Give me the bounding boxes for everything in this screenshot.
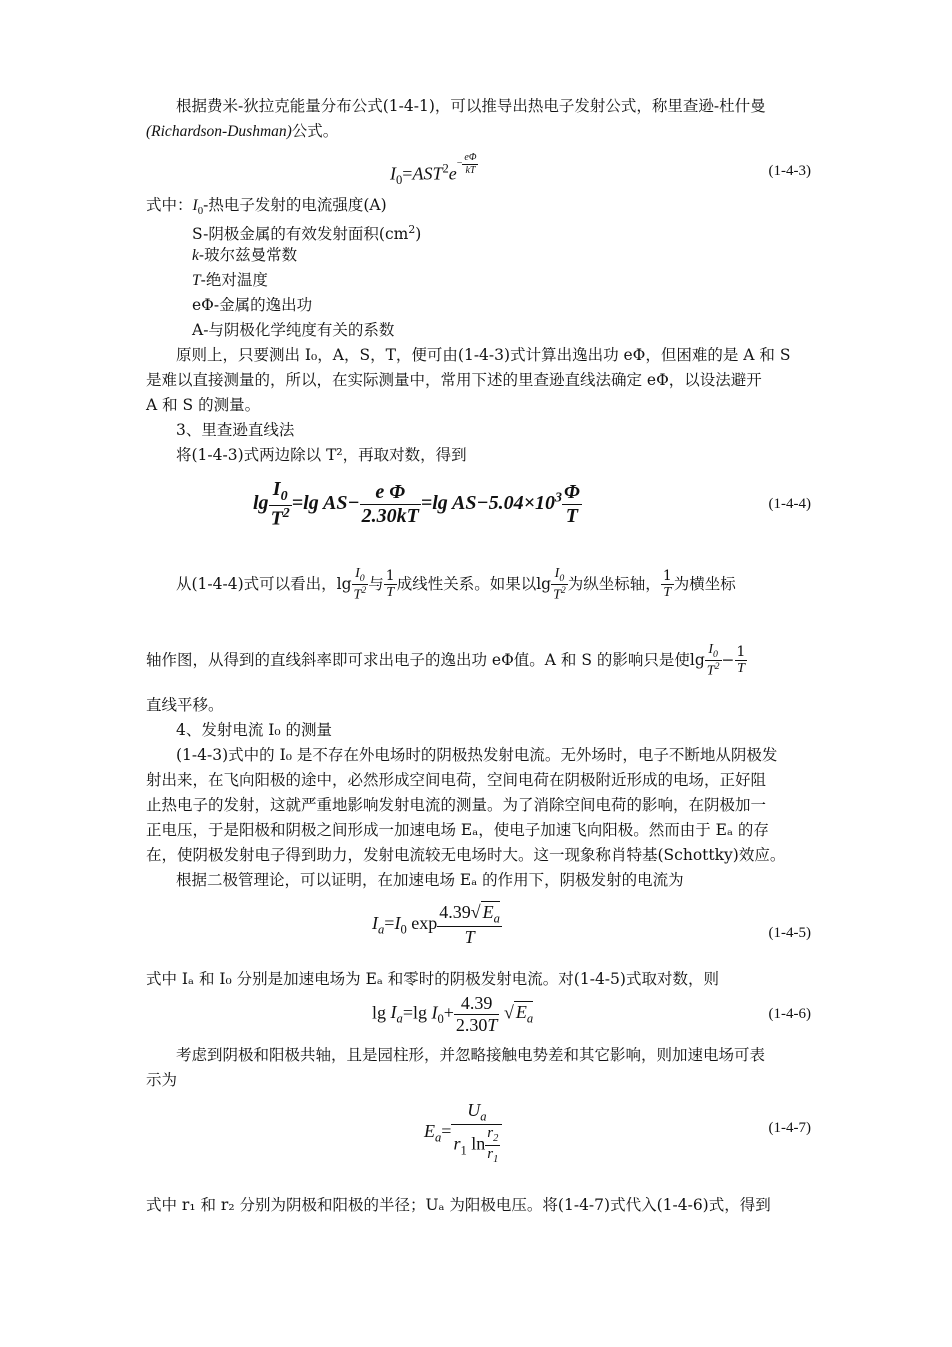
equation-1-4-7: $E_a=$ $U_a$ $r_1$ ln $\frac{r_2}{r_1}$ (424, 1100, 502, 1166)
equation-1-4-4: lg $\frac{I_0}{T^2}$ =lg AS− $\frac{\text{e Φ}}{2.30kT}$ =lg $AS-5.04\times 10^3$ $\frac{\Phi}{T}$ (253, 478, 580, 530)
p4-b: 与 (368, 574, 384, 593)
equation-1-4-3: $I_0=AST^2e^{- \frac{e\Phi}{kT}}$ (390, 152, 477, 187)
p4-c: 成线性关系。如果以 (396, 574, 537, 593)
def-k-text: -玻尔兹曼常数 (198, 246, 298, 264)
eq-number-1-4-3: (1-4-3) (768, 163, 811, 179)
p2-line-1: 原则上，只要测出 I₀，A，S，T，便可由(1-4-3)式计算出逸出功 eΦ，但困难的是 A 和 S (176, 346, 791, 364)
p4-line-1: 从(1-4-4)式可以看出，lg $\frac{I_0}{T^2}$ 与 $\frac{1}{T}$ 成线性关系。如果以lg $\frac{I_0}{T^2}$ 为纵坐标轴， $\frac{1}{T}$ 为横坐标 (176, 566, 736, 603)
def-s-end: ) (415, 225, 422, 244)
p5-line-2: 射出来，在飞向阳极的途中，必然形成空间电荷，空间电荷在阴极附近形成的电场，正好阻 (146, 771, 767, 789)
p7-line-2: 示为 (146, 1071, 178, 1089)
p6-line: 式中 Iₐ 和 I₀ 分别是加速电场为 Eₐ 和零时的阴极发射电流。对(1-4-5)式取对数，则 (146, 970, 719, 988)
section-heading-3: 3、里查逊直线法 (176, 421, 295, 439)
intro-line-2-rest: 公式。 (291, 122, 339, 140)
def-s: S-阴极金属的有效发射面积$(cm^2)$ (192, 223, 422, 244)
p5-line-1: (1-4-3)式中的 I₀ 是不存在外电场时的阴极热发射电流。无外场时，电子不断地从阴极发 (176, 746, 778, 764)
def-s-text: S-阴极金属的有效发射面积(cm (192, 225, 409, 244)
p4-e: 为横坐标 (673, 574, 736, 593)
p5-line-4: 正电压，于是阳极和阴极之间形成一加速电场 Eₐ，使电子加速飞向阳极。然而由于 Eₐ 的存 (146, 821, 769, 839)
p8-line: 式中 r₁ 和 r₂ 分别为阴极和阳极的半径；Uₐ 为阳极电压。将(1-4-7)式代入(1-4-6)式，得到 (146, 1196, 771, 1214)
p5-line-3: 止热电子的发射，这就严重地影响发射电流的测量。为了消除空间电荷的影响，在阴极加一 (146, 796, 767, 814)
p4-a: 从(1-4-4)式可以看出， (176, 574, 337, 593)
equation-1-4-6: $\lg I_a=\lg$ $I_0+$ $\frac{4.39}{2.30T}$ √ $E_a$ (372, 993, 534, 1035)
eq-number-1-4-7: (1-4-7) (768, 1120, 811, 1136)
richardson-name: (Richardson-Dushman) (146, 123, 292, 140)
p5-line-5: 在，使阴极发射电子得到助力，发射电流较无电场时大。这一现象称肖特基(Schottky)效应。 (146, 846, 786, 864)
eq-number-1-4-6: (1-4-6) (768, 1006, 811, 1022)
def-t: T-绝对温度 (192, 271, 268, 289)
p4-line-2-text: 轴作图，从得到的直线斜率即可求出电子的逸出功 eΦ值。A 和 S 的影响只是使 (146, 650, 690, 669)
p2-line-3: A 和 S 的测量。 (146, 396, 261, 414)
p7-line-1: 考虑到阴极和阳极共轴，且是园柱形，并忽略接触电势差和其它影响，则加速电场可表 (176, 1046, 766, 1064)
def-i0: 式中：$I_0-$热电子发射的电流强度(A) (146, 196, 387, 218)
def-t-text: -绝对温度 (200, 271, 268, 289)
p4-line-2: 轴作图，从得到的直线斜率即可求出电子的逸出功 eΦ值。A 和 S 的影响只是使lg $\frac{I_0}{T^2}$ − $\frac{1}{T}$ (146, 642, 746, 679)
intro-line-1: 根据费米-狄拉克能量分布公式(1-4-1)，可以推导出热电子发射公式，称里查逊-杜什曼 (176, 97, 766, 115)
eq-number-1-4-5: (1-4-5) (768, 925, 811, 941)
section-heading-4: 4、发射电流 I₀ 的测量 (176, 721, 333, 739)
def-i0-text: -热电子发射的电流强度(A) (203, 196, 387, 214)
p3-line: 将(1-4-3)式两边除以 T²，再取对数，得到 (176, 446, 467, 464)
def-ephi: eΦ-金属的逸出功 (192, 296, 313, 314)
equation-1-4-5: $I_a=I_0$ exp $\frac{4.39√ E_a}{T}$ (372, 902, 500, 948)
p5-line-6: 根据二极管理论，可以证明，在加速电场 Eₐ 的作用下，阴极发射的电流为 (176, 871, 684, 889)
p4-d: 为纵坐标轴， (567, 574, 661, 593)
p4-line-3: 直线平移。 (146, 696, 224, 714)
def-a: A-与阴极化学纯度有关的系数 (192, 321, 395, 339)
eq-number-1-4-4: (1-4-4) (768, 496, 811, 512)
intro-line-2 (146, 120, 811, 143)
p2-line-2: 是难以直接测量的，所以，在实际测量中，常用下述的里查逊直线法确定 eΦ，以设法避开 (146, 371, 762, 389)
def-k: k-玻尔兹曼常数 (192, 246, 298, 264)
def-lead: 式中： (146, 196, 193, 214)
